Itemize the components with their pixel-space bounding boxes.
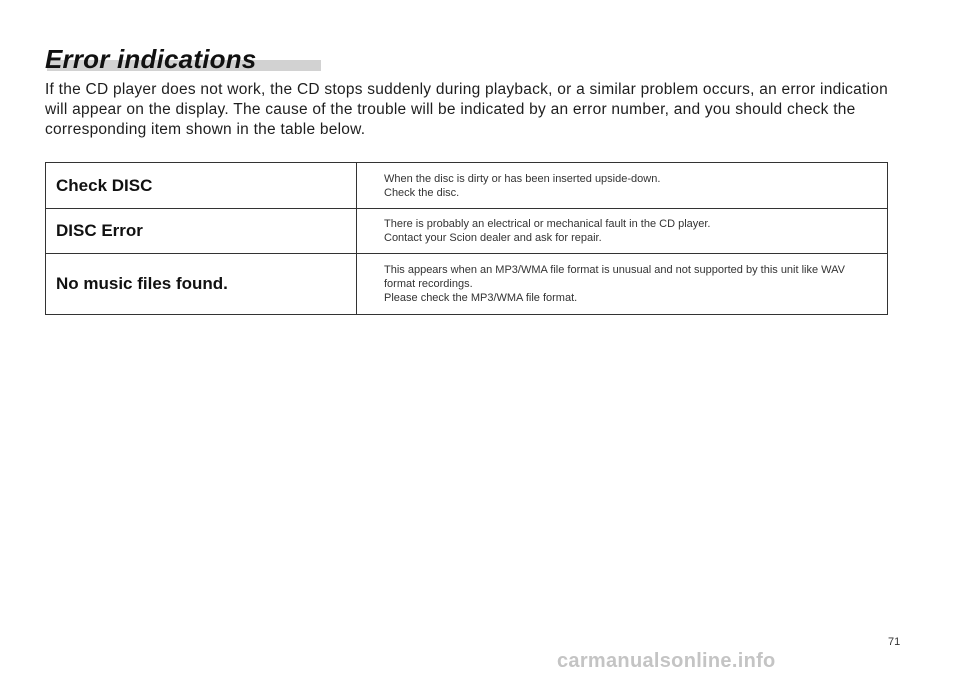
- page-number: 71: [888, 636, 901, 648]
- error-code-label: DISC Error: [46, 209, 357, 254]
- description-line: Contact your Scion dealer and ask for repair.: [384, 232, 602, 244]
- error-table: [45, 162, 888, 315]
- error-description: [357, 254, 888, 315]
- error-description: [357, 209, 888, 254]
- table-row: [46, 209, 888, 254]
- section-heading-block: [45, 42, 325, 76]
- error-code-label: Check DISC: [46, 163, 357, 209]
- description-line: There is probably an electrical or mechanical fault in the CD player.: [384, 218, 711, 230]
- description-line: Please check the MP3/WMA file format.: [384, 292, 578, 304]
- error-code-label: No music files found.: [46, 254, 357, 315]
- description-line: Check the disc.: [384, 186, 460, 199]
- description-line: When the disc is dirty or has been inserted upside-down.: [384, 172, 661, 185]
- description-line: This appears when an MP3/WMA file format is unusual and not supported by this unit like WAV format recordings.: [384, 264, 846, 290]
- page-title: Error indications: [45, 44, 257, 74]
- intro-paragraph: If the CD player does not work, the CD stops suddenly during playback, or a similar problem occurs, an error indication will appear on the display. The cause of the trouble will be indicated by an error number, and you should check the corresponding item shown in the table below.: [45, 81, 889, 138]
- table-row: [46, 254, 888, 315]
- table-row: [46, 163, 888, 209]
- site-watermark: carmanualsonline.info: [557, 650, 776, 672]
- error-description: [357, 163, 888, 209]
